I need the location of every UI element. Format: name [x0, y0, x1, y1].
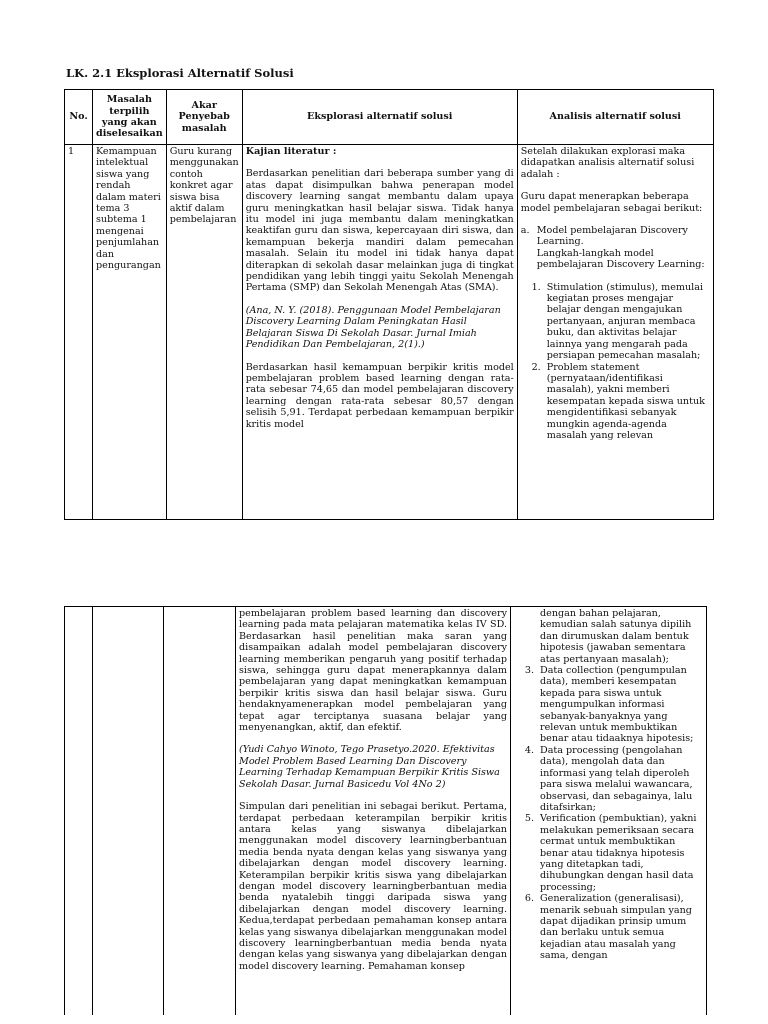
eksplorasi-paragraph: Berdasarkan penelitian dari beberapa sumber yang di atas dapat disimpulkan bahwa penerapan model discovery learning sangat membantu dalam upaya guru meningkatkan hasil belajar siswa. Tidak hanya itu model ini juga membantu dalam meningkatkan keaktifan guru dan siswa, kepercayaan diri siswa, dan kemampuan bekerja mandiri dalam pemecahan masalah. Selain itu model ini tidak hanya dapat diterapkan di sekolah dasar melainkan juga di tingkat pendidikan yang lebih tinggi yaitu Sekolah Menengah Pertama (SMP) dan Sekolah Menengah Atas (SMA). [245, 168, 514, 294]
cell-no [65, 607, 93, 1016]
cell-masalah [93, 607, 164, 1016]
cell-analisis [517, 145, 713, 520]
list-marker: a. [520, 225, 530, 237]
model-steps-intro: Langkah-langkah model pembelajaran Discovery Learning: [536, 247, 705, 271]
eksplorasi-paragraph: pembelajaran problem based learning dan discovery learning pada mata pelajaran matematika kelas IV SD. Berdasarkan hasil penelitian maka saran yang disampaikan adalah model pembelajaran discovery learning memberikan pengaruh yang positif terhadap siswa, sehingga guru dapat menerapkannya dalam pembelajaran yang dapat meningkatkan kemampuan berpikir kritis siswa dan hasil belajar siswa. Guru hendaknyamenerapkan model pembelajaran yang tepat agar terciptanya suasana belajar yang menyenangkan, aktif, dan efektif. [239, 608, 507, 734]
step-text: Generalization (generalisasi), menarik sebuah simpulan yang dapat dijadikan prinsip umum dan berlaku untuk semua kejadian atau masalah yang sama, dengan [540, 893, 692, 962]
step-continuation: dengan bahan pelajaran, kemudian salah satunya dipilih dan dirumuskan dalam bentuk hipotesis (jawaban sementara atas pertanyaan masalah); [540, 608, 692, 665]
cell-no: 1 [65, 145, 93, 520]
table-header-row [65, 90, 714, 145]
step-text: Problem statement (pernyataan/identifikasi masalah), yakni memberi kesempatan kepada siswa untuk mengidentifikasi sebanyak mungkin agenda-agenda masalah yang relevan [546, 361, 705, 441]
list-item [521, 225, 710, 271]
list-item [514, 813, 703, 893]
list-item [514, 745, 703, 813]
analisis-intro: Setelah dilakukan explorasi maka didapatkan analisis alternatif solusi adalah : [520, 146, 695, 180]
header-analisis: Analisis alternatif solusi [517, 90, 713, 145]
analisis-paragraph: Guru dapat menerapkan beberapa model pembelajaran sebagai berikut: [520, 191, 703, 214]
citation: (Yudi Cahyo Winoto, Tego Prasetyo.2020. Efektivitas Model Problem Based Learning Dan Discovery Learning Terhadap Kemampuan Berpikir Kritis Siswa Sekolah Dasar. Jurnal Basicedu Vol 4No 2) [239, 744, 500, 790]
citation: (Ana, N. Y. (2018). Penggunaan Model Pembelajaran Discovery Learning Dalam Peningkatan Hasil Belajaran Siswa Di Sekolah Dasar. Jurnal Imiah Pendidikan Dan Pembelajaran, 2(1).) [245, 304, 501, 351]
page-title: LK. 2.1 Eksplorasi Alternatif Solusi [66, 66, 294, 80]
step-text: Data processing (pengolahan data), mengolah data dan informasi yang telah diperoleh para siswa melalui wawancara, observasi, dan sebagainya, lalu ditafsirkan; [540, 744, 693, 813]
step-number: 5. [524, 813, 534, 825]
table-row [65, 145, 714, 520]
cell-masalah: Kemampuan intelektual siswa yang rendah dalam materi tema 3 subtema 1 mengenai penjumlahan dan pengurangan [93, 145, 167, 520]
step-number: 1. [531, 281, 541, 293]
header-masalah: Masalah terpilih yang akan diselesaikan [93, 90, 167, 145]
step-number: 3. [524, 665, 534, 677]
eksplorasi-paragraph: Berdasarkan hasil kemampuan berpikir kritis model pembelajaran problem based learning dengan rata-rata sebesar 74,65 dan model pembelajaran discovery learning dengan rata-rata sebesar 80,57 dengan selisih 5,91. Terdapat perbedaan kemampuan berpikir kritis model [245, 361, 514, 430]
step-number: 6. [524, 893, 534, 905]
cell-analisis [511, 607, 707, 1016]
header-eksplorasi: Eksplorasi alternatif solusi [242, 90, 517, 145]
step-number: 2. [531, 361, 541, 373]
cell-akar: Guru kurang menggunakan contoh konkret agar siswa bisa aktif dalam pembelajaran [166, 145, 242, 520]
solution-table-continued [64, 606, 707, 1015]
kajian-heading: Kajian literatur : [245, 146, 337, 157]
list-item [514, 665, 703, 745]
table-row [65, 607, 707, 1016]
eksplorasi-paragraph: Simpulan dari penelitian ini sebagai berikut. Pertama, terdapat perbedaan keterampilan berpikir kritis antara kelas yang siswanya dibelajarkan menggunakan model discovery learningberbantuan media benda nyata dengan kelas yang siswanya yang dibelajarkan dengan model discovery learning. Keterampilan berpikir kritis siswa yang dibelajarkan dengan model discovery learningberbantuan media benda nyatalebih tinggi daripada siswa yang dibelajarkan dengan model discovery learning. Kedua,terdapat perbedaan pemahaman konsep antara kelas yang siswanya dibelajarkan menggunakan model discovery learningberbantuan media benda nyata dengan kelas yang siswanya yang dibelajarkan dengan model discovery learning. Pemahaman konsep [239, 801, 507, 972]
model-title: Model pembelajaran Discovery Learning. [536, 225, 688, 248]
list-item [521, 282, 710, 362]
step-number: 4. [524, 744, 534, 756]
header-akar: Akar Penyebab masalah [166, 90, 242, 145]
step-text: Data collection (pengumpulan data), memberi kesempatan kepada para siswa untuk mengumpulkan informasi sebanyak-banyaknya yang relevan untuk membuktikan benar atau tidaaknya hipotesis; [540, 665, 694, 745]
cell-eksplorasi [242, 145, 517, 520]
header-no: No. [65, 90, 93, 145]
cell-eksplorasi [236, 607, 511, 1016]
cell-akar [164, 607, 236, 1016]
list-item [521, 362, 710, 442]
step-text: Stimulation (stimulus), memulai kegiatan proses mengajar belajar dengan mengajukan pertanyaan, anjuran membaca buku, dan aktivitas belajar lainnya yang mengarah pada persiapan pemecahan masalah; [546, 281, 704, 362]
step-text: Verification (pembuktian), yakni melakukan pemeriksaan secara cermat untuk membuktikan benar atau tidaknya hipotesis yang ditetapkan tadi, dihubungkan dengan hasil data processing; [540, 813, 697, 893]
solution-table [64, 89, 714, 520]
list-item [514, 893, 703, 961]
